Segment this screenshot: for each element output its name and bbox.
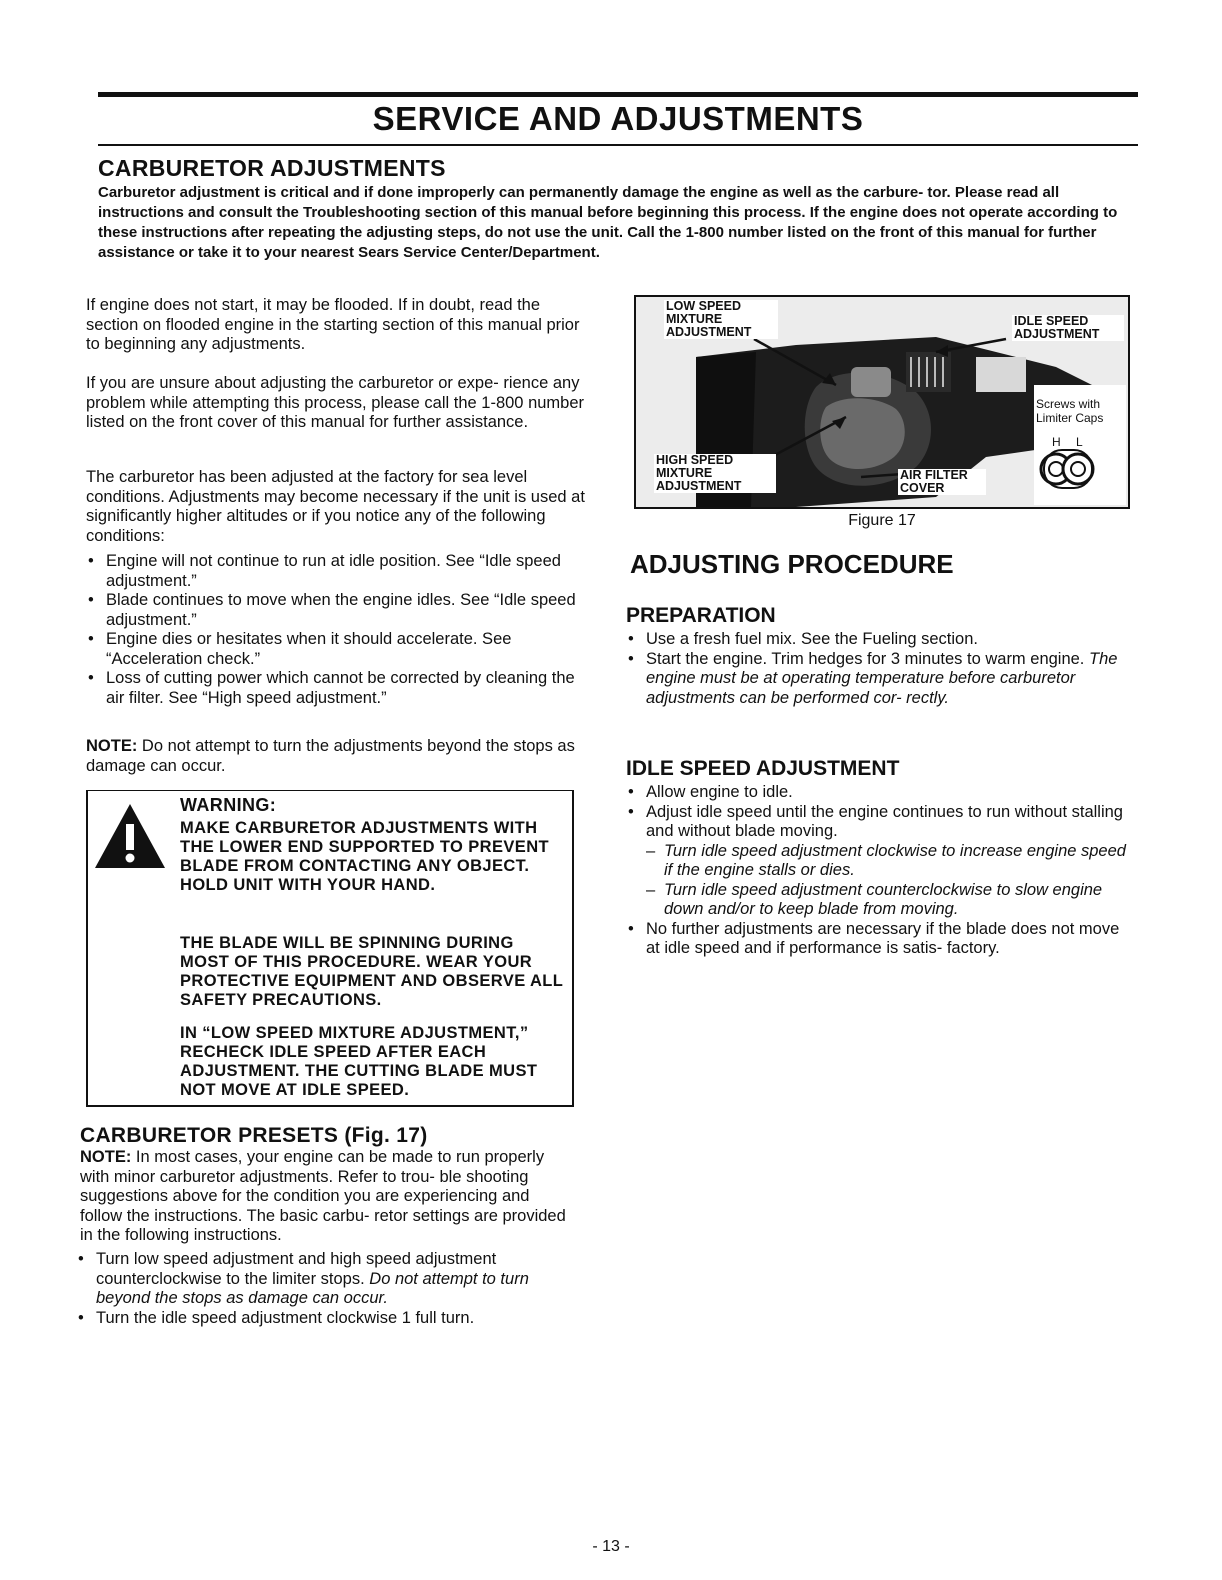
carburetor-intro: Carburetor adjustment is critical and if done improperly can permanently damage the engine as well as the carbure- tor. Please read all instructions and consult the Troubleshooting section of this manual before beginning this process. If the engine does not operate according to these instructions after repeating the adjusting steps, do not use the unit. Call the 1-800 number listed on the front of this manual for further assistance or take it to your nearest Sears Service Center/Department.: [98, 184, 1118, 261]
presets-heading: CARBURETOR PRESETS (Fig. 17): [80, 1124, 428, 1147]
label-screws-limiter-caps: Screws with Limiter Caps: [1036, 397, 1104, 425]
adjusting-procedure-heading: ADJUSTING PROCEDURE: [630, 549, 954, 579]
list-item: [76, 1250, 576, 1309]
list-item: • Engine dies or hesitates when it should accelerate. See “Acceleration check.”: [86, 630, 581, 669]
idle-speed-heading: IDLE SPEED ADJUSTMENT: [626, 757, 900, 780]
preparation-heading: PREPARATION: [626, 604, 776, 627]
carburetor-adjustments-heading: CARBURETOR ADJUSTMENTS: [98, 155, 446, 181]
presets-note-text: In most cases, your engine can be made to run properly with minor carburetor adjustments. Refer to trou- ble shooting suggestions above for the condition you are experiencing and follow the instructions. The basic carbu- retor settings are provided in the following instructions.: [80, 1148, 566, 1244]
top-rule: [98, 92, 1138, 97]
page-title: SERVICE AND ADJUSTMENTS: [372, 100, 864, 137]
presets-note: [80, 1148, 575, 1246]
list-item: • Allow engine to idle.: [626, 783, 1126, 803]
flooded-paragraph: If engine does not start, it may be flooded. If in doubt, read the section on flooded engine in the starting section of this manual prior to beginning any adjustments.: [86, 296, 580, 353]
unsure-paragraph: If you are unsure about adjusting the carburetor or expe- rience any problem while attempting this process, please call the 1-800 number listed on the front cover of this manual for further assistance.: [86, 374, 585, 431]
presets-bullet-1-text: Turn low speed adjustment and high speed adjustment counterclockwise to the limiter stops.: [96, 1250, 497, 1288]
list-item: • No further adjustments are necessary if the blade does not move at idle speed and if performance is satis- factory.: [626, 920, 1126, 959]
list-item: • Turn the idle speed adjustment clockwise 1 full turn.: [76, 1309, 576, 1329]
list-item: • Blade continues to move when the engine idles. See “Idle speed adjustment.”: [86, 591, 581, 630]
warning-paragraph-1: MAKE CARBURETOR ADJUSTMENTS WITH THE LOWER END SUPPORTED TO PREVENT BLADE FROM CONTACTING ANY OBJECT. HOLD UNIT WITH YOUR HAND.: [180, 819, 549, 894]
idle-bullet-2: Adjust idle speed until the engine continues to run without stalling and without blade moving.: [646, 802, 1123, 840]
warning-triangle-icon: [93, 802, 167, 870]
list-item: – Turn idle speed adjustment counterclockwise to slow engine down and/or to keep blade from moving.: [646, 881, 1126, 920]
list-item: – Turn idle speed adjustment clockwise to increase engine speed if the engine stalls or dies.: [646, 842, 1126, 881]
list-item: [626, 803, 1126, 920]
list-item: • Use a fresh fuel mix. See the Fueling section.: [626, 630, 1126, 650]
list-item: • Engine will not continue to run at idle position. See “Idle speed adjustment.”: [86, 552, 581, 591]
page-number: - 13 -: [592, 1538, 630, 1555]
factory-paragraph: The carburetor has been adjusted at the factory for sea level conditions. Adjustments may become necessary if the unit is used at significantly higher altitudes or if you notice any of the following conditions:: [86, 468, 585, 545]
idle-sub-list: [646, 842, 1126, 920]
idle-speed-list: [626, 783, 1126, 959]
preparation-list: [626, 630, 1126, 708]
note-paragraph: [86, 737, 586, 776]
warning-paragraph-2: THE BLADE WILL BE SPINNING DURING MOST OF THIS PROCEDURE. WEAR YOUR PROTECTIVE EQUIPMENT AND OBSERVE ALL SAFETY PRECAUTIONS.: [180, 934, 563, 1009]
title-rule: [98, 144, 1138, 146]
presets-bullet-1-italic: Do not attempt to turn beyond the stops as damage can occur.: [96, 1269, 529, 1307]
list-item: [626, 650, 1126, 709]
note-label: NOTE:: [86, 737, 138, 755]
prep-bullet-2-text: Start the engine. Trim hedges for 3 minutes to warm engine.: [646, 649, 1089, 668]
label-air-filter-cover: AIR FILTER COVER: [898, 469, 986, 495]
presets-note-label: NOTE:: [80, 1148, 132, 1166]
note-text: Do not attempt to turn the adjustments beyond the stops as damage can occur.: [86, 737, 575, 775]
label-h: H: [1052, 435, 1061, 449]
label-low-speed-mixture: LOW SPEED MIXTURE ADJUSTMENT: [664, 300, 778, 339]
list-item: • Loss of cutting power which cannot be corrected by cleaning the air filter. See “High speed adjustment.”: [86, 669, 581, 708]
label-l: L: [1076, 435, 1083, 449]
warning-title: WARNING:: [180, 795, 277, 815]
conditions-list: [86, 552, 581, 708]
warning-paragraph-3: IN “LOW SPEED MIXTURE ADJUSTMENT,” RECHECK IDLE SPEED AFTER EACH ADJUSTMENT. THE CUTTING BLADE MUST NOT MOVE AT IDLE SPEED.: [180, 1024, 538, 1099]
label-high-speed-mixture: HIGH SPEED MIXTURE ADJUSTMENT: [654, 454, 776, 493]
presets-list: [76, 1250, 576, 1328]
prep-bullet-2-italic: The engine must be at operating temperature before carburetor adjustments can be performed cor- rectly.: [646, 649, 1118, 707]
figure-17: [634, 295, 1130, 509]
figure-caption: Figure 17: [848, 512, 916, 529]
label-idle-speed: IDLE SPEED ADJUSTMENT: [1012, 315, 1124, 341]
